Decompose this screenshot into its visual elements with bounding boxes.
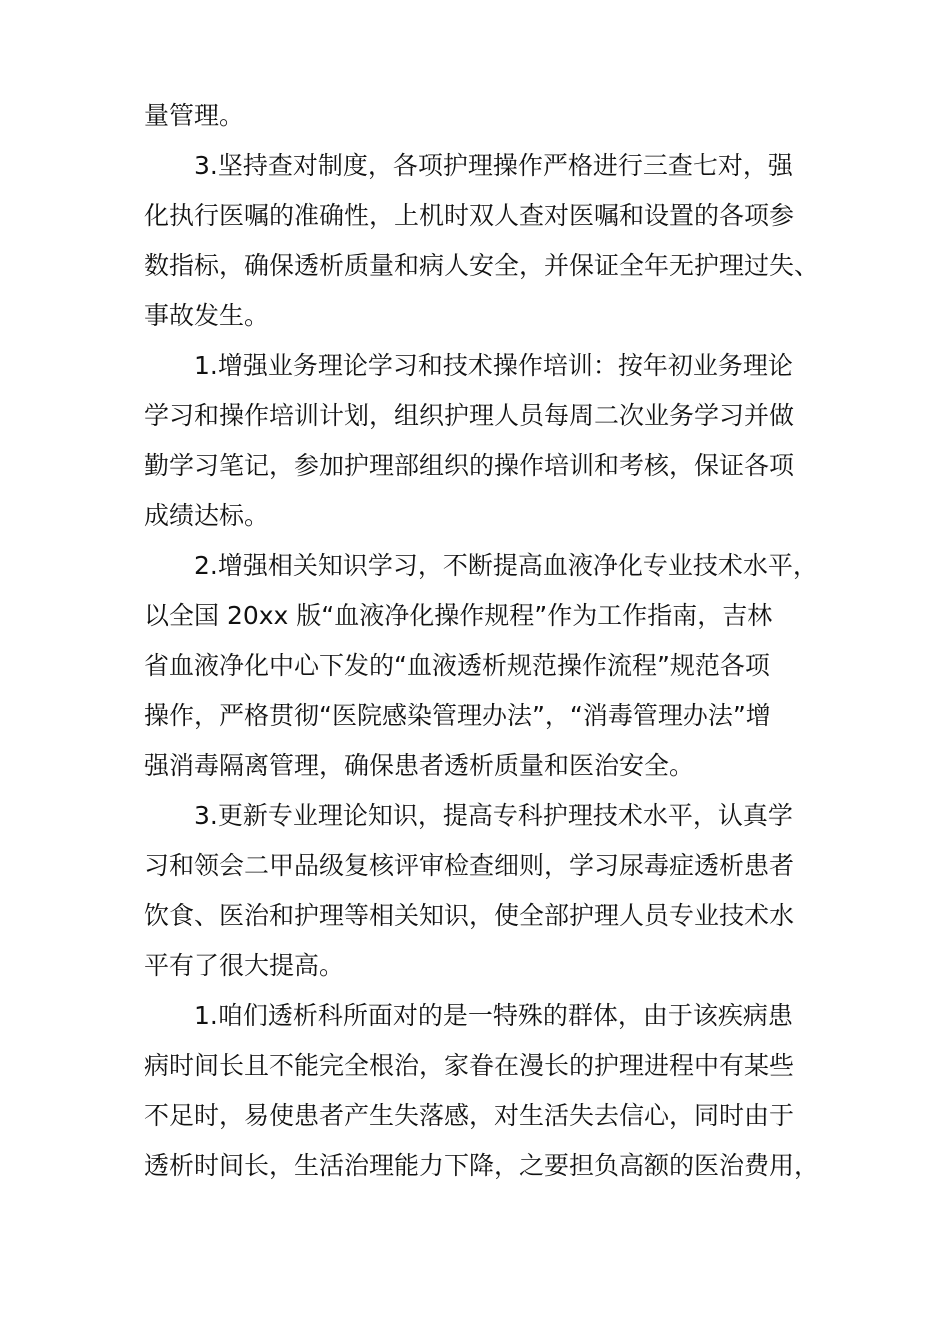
text-line: 饮食、医治和护理等相关知识，使全部护理人员专业技术水 — [144, 901, 795, 930]
text-line: 事故发生。 — [144, 301, 270, 330]
text-line: 数指标，确保透析质量和病人安全，并保证全年无护理过失、 — [144, 251, 820, 280]
paragraph-2 — [144, 141, 820, 341]
text-line: 3.更新专业理论知识，提高专科护理技术水平，认真学 — [194, 801, 793, 830]
text-line: 不足时，易使患者产生失落感，对生活失去信心，同时由于 — [144, 1101, 795, 1130]
text-line: 以全国 20xx 版“血液净化操作规程”作为工作指南，吉林 — [144, 601, 773, 630]
text-line: 化执行医嘱的准确性，上机时双人查对医嘱和设置的各项参 — [144, 201, 795, 230]
paragraph-5 — [144, 791, 810, 991]
text-line: 操作，严格贯彻“医院感染管理办法”，“消毒管理办法”增 — [144, 701, 771, 730]
text-line: 1.增强业务理论学习和技术操作培训：按年初业务理论 — [194, 351, 793, 380]
text-line: 省血液净化中心下发的“血液透析规范操作流程”规范各项 — [144, 651, 770, 680]
text-line: 病时间长且不能完全根治，家眷在漫长的护理进程中有某些 — [144, 1051, 795, 1080]
text-line: 量管理。 — [144, 101, 245, 130]
text-line: 强消毒隔离管理，确保患者透析质量和医治安全。 — [144, 751, 695, 780]
paragraph-6 — [144, 991, 820, 1191]
text-line: 透析时间长，生活治理能力下降，之要担负高额的医治费用， — [144, 1151, 820, 1180]
text-line: 勤学习笔记，参加护理部组织的操作培训和考核，保证各项 — [144, 451, 795, 480]
document-body — [144, 91, 820, 1191]
text-line: 习和领会二甲品级复核评审检查细则，学习尿毒症透析患者 — [144, 851, 795, 880]
paragraph-3 — [144, 341, 810, 541]
text-line: 1.咱们透析科所面对的是一特殊的群体，由于该疾病患 — [194, 1001, 793, 1030]
text-line: 成绩达标。 — [144, 501, 270, 530]
paragraph-4 — [144, 541, 818, 791]
text-line: 学习和操作培训计划，组织护理人员每周二次业务学习并做 — [144, 401, 795, 430]
text-line: 2.增强相关知识学习，不断提高血液净化专业技术水平， — [194, 551, 818, 580]
text-line: 3.坚持查对制度，各项护理操作严格进行三查七对，强 — [194, 151, 793, 180]
paragraph-1 — [144, 91, 810, 141]
text-line: 平有了很大提高。 — [144, 951, 345, 980]
